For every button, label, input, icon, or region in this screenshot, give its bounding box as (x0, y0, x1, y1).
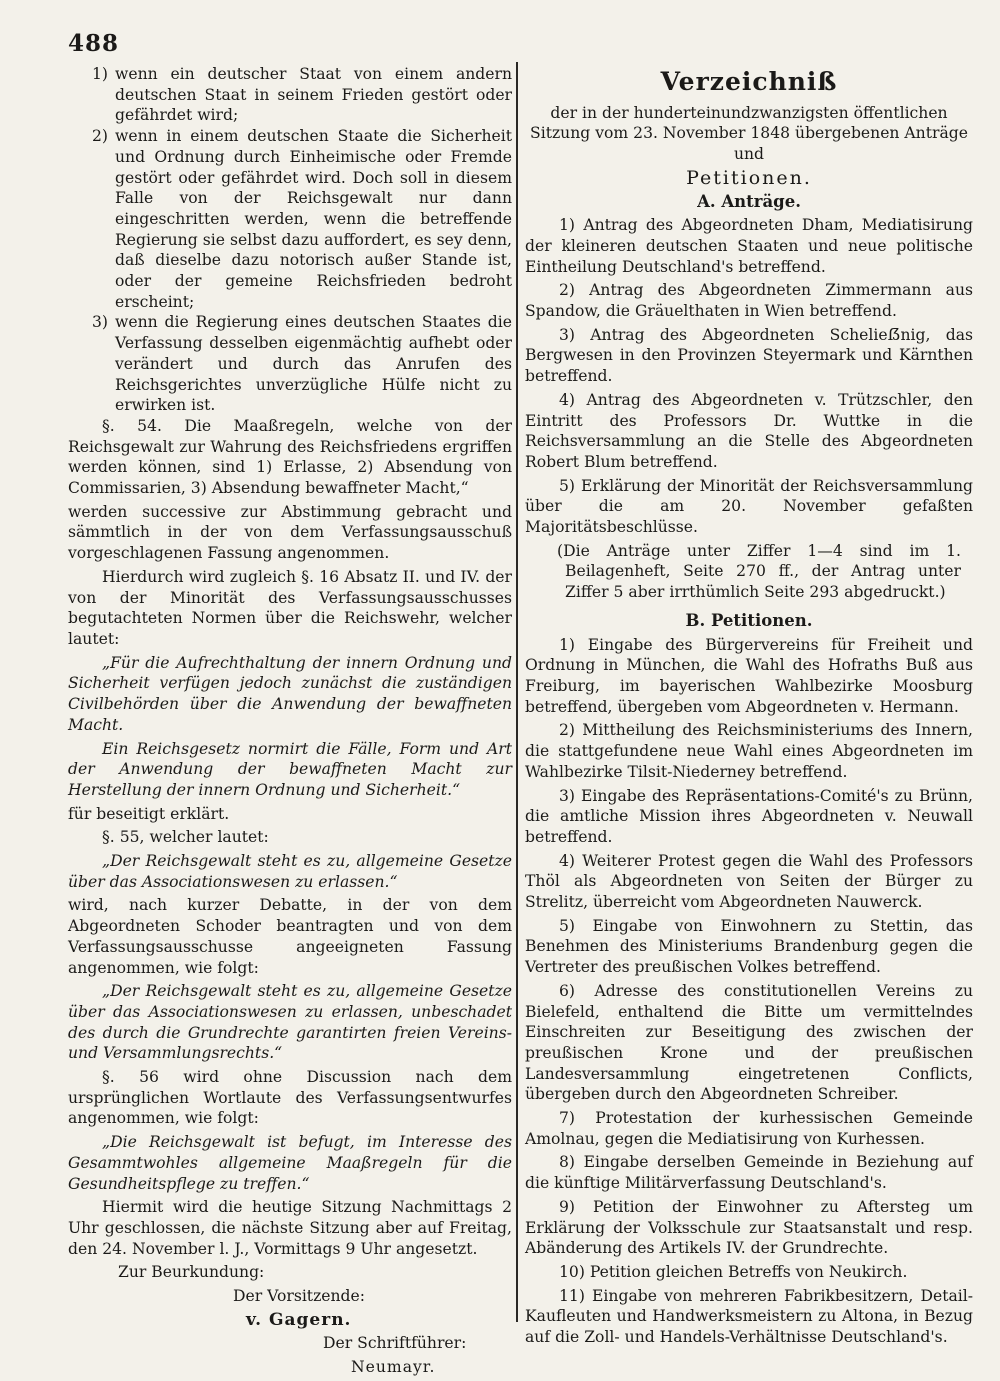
paragraph-beseitigt: für beseitigt erklärt. (68, 804, 230, 823)
list-item: 11) Eingabe von mehreren Fabrikbesitzern, Detail-Kaufleuten und Handwerksmeistern zu Altona, in Bezug auf die Zoll- und Handels-Verhältnisse Deutschland's. (525, 1286, 973, 1347)
quote-s55-adopted: „Der Reichsgewalt steht es zu, allgemeine Gesetze über das Associationswesen zu erlassen, unbeschadet des durch die Grundrechte garantirten freien Vereins- und Versammlungsrechts.“ (68, 982, 512, 1063)
list-item: 5) Erklärung der Minorität der Reichsversammlung über die am 20. November gefaßten Majoritätsbeschlüsse. (525, 476, 973, 537)
item-text: wenn in einem deutschen Staate die Sicherheit und Ordnung durch Einheimische oder Fremde gestört oder gefährdet wird. Doch soll in diesem Falle von der Reichsgewalt nur dann eingeschritten werden, wenn die betreffende Regierung sie selbst dazu auffordert, es sey denn, daß dieselbe dazu notorisch außer Stande ist, oder der gemeine Reichsfrieden bedroht erscheint; (115, 127, 512, 311)
right-column (525, 64, 973, 1351)
item-text: wenn ein deutscher Staat von einem andern deutschen Staat in seinem Frieden gestört oder gefährdet wird; (115, 65, 512, 125)
item-number: 1) (91, 65, 108, 83)
list-item: 6) Adresse des constitutionellen Vereins zu Bielefeld, enthaltend die Bitte um vermittelndes Einschreiten zur Beseitigung des zwischen der preußischen Krone und der preußischen Landesversammlung eingetretenen Conflicts, übergeben durch den Abgeordneten Schreiber. (525, 981, 973, 1104)
section-heading-petitionen: B. Petitionen. (685, 610, 813, 630)
list-item: 2) Mittheilung des Reichsministeriums des Innern, die stattgefundene neue Wahl eines Abgeordneten im Wahlbezirke Tilsit-Niederney betreffend. (525, 721, 973, 781)
list-item: 10) Petition gleichen Betreffs von Neukirch. (559, 1262, 908, 1281)
list-item: 3) Eingabe des Repräsentations-Comité's zu Brünn, die amtliche Mission ihres Abgeordneten v. Neuwall betreffend. (525, 786, 973, 846)
quote-reichsgesetz: Ein Reichsgesetz normirt die Fälle, Form und Art der Anwendung der bewaffneten Macht zur Herstellung der innern Ordnung und Sicherheit.“ (68, 739, 512, 799)
paragraph-debatte: wird, nach kurzer Debatte, in der von dem Abgeordneten Schoder beantragten und von dem Verfassungsausschusse angeeigneten Fassung angenommen, wie folgt: (68, 896, 512, 977)
signature-vorsitzende-name: v. Gagern. (246, 1309, 352, 1330)
left-column (68, 64, 512, 1381)
paragraph-hierdurch: Hierdurch wird zugleich §. 16 Absatz II. und IV. der von der Minorität des Verfassungsausschusses begutachteten Normen über die Reichswehr, welcher lautet: (68, 567, 512, 648)
list-item: 4) Weiterer Protest gegen die Wahl des Professors Thöl als Abgeordneten von Seiten der Bürger zu Strelitz, überreicht vom Abgeordneten Nauwerck. (525, 851, 973, 912)
list-item (68, 64, 512, 126)
list-item: 1) Eingabe des Bürgervereins für Freiheit und Ordnung in München, die Wahl des Hofraths Buß aus Freiburg, im bayerischen Wahlbezirke Moosburg betreffend, übergeben vom Abgeordneten v. Hermann. (525, 635, 973, 716)
list-item: 7) Protestation der kurhessischen Gemeinde Amolnau, gegen die Mediatisirung von Kurhessen. (525, 1109, 973, 1148)
page-title: Verzeichniß (660, 67, 838, 96)
paragraph-s55: §. 55, welcher lautet: (102, 828, 269, 847)
subtitle: der in der hunderteinundzwanzigsten öffentlichen Sitzung vom 23. November 1848 übergebenen Anträge und (530, 103, 968, 164)
page-number: 488 (68, 30, 120, 57)
paragraph-s54: §. 54. Die Maaßregeln, welche von der Reichsgewalt zur Wahrung des Reichsfriedens ergriffen werden können, sind 1) Erlasse, 2) Absendung von Commissarien, 3) Absendung bewaffneter Macht,“ (68, 416, 512, 498)
list-item: 4) Antrag des Abgeordneten v. Trützschler, den Eintritt des Professors Dr. Wuttke in die Reichsversammlung an die Stelle des Abgeordneten Robert Blum betreffend. (525, 390, 973, 471)
paragraph-vote: werden successive zur Abstimmung gebracht und sämmtlich in der von dem Verfassungsausschuß vorgeschlagenen Fassung angenommen. (68, 502, 512, 563)
signature-schriftfuehrer-name: Neumayr. (351, 1358, 436, 1377)
list-item: 3) Antrag des Abgeordneten Schelieẞnig, das Bergwesen in den Provinzen Steyermark und Kärnthen betreffend. (525, 325, 973, 386)
list-item: 1) Antrag des Abgeordneten Dham, Mediatisirung der kleineren deutschen Staaten und neue politische Eintheilung Deutschland's betreffend. (525, 216, 973, 276)
list-item: 9) Petition der Einwohner zu Aftersteg um Erklärung der Volksschule zur Staatsanstalt und resp. Abänderung des Artikels IV. der Grundrechte. (525, 1197, 973, 1258)
list-item: 8) Eingabe derselben Gemeinde in Beziehung auf die künftige Militärverfassung Deutschland's. (525, 1153, 973, 1193)
section-heading-antraege: A. Anträge. (697, 191, 801, 211)
item-number: 3) (91, 313, 108, 332)
list-item: 2) Antrag des Abgeordneten Zimmermann aus Spandow, die Gräuelthaten in Wien betreffend. (525, 281, 973, 321)
list-item (68, 312, 512, 416)
paragraph-closing: Hiermit wird die heutige Sitzung Nachmittags 2 Uhr geschlossen, die nächste Sitzung aber auf Freitag, den 24. November l. J., Vormittags 9 Uhr angesetzt. (68, 1198, 512, 1258)
quote-aufrechthaltung: „Für die Aufrechthaltung der innern Ordnung und Sicherheit verfügen jedoch zunächst die zuständigen Civilbehörden über die Anwendung der bewaffneten Macht. (68, 653, 512, 734)
column-divider (516, 62, 518, 1322)
signature-vorsitzende-label: Der Vorsitzende: (233, 1287, 366, 1306)
item-text: wenn die Regierung eines deutschen Staates die Verfassung desselben eigenmächtig aufhebt oder verändert und durch das Anrufen des Reichsgerichtes unverzügliche Hülfe nicht zu erwirken ist. (115, 313, 512, 415)
item-number: 2) (91, 127, 108, 146)
note: (Die Anträge unter Ziffer 1—4 sind im 1. Beilagenheft, Seite 270 ff., der Antrag unter Ziffer 5 aber irrthümlich Seite 293 abgedruckt.) (557, 541, 961, 602)
quote-s55-original: „Der Reichsgewalt steht es zu, allgemeine Gesetze über das Associationswesen zu erlassen.“ (68, 852, 512, 891)
subtitle-petitionen: Petitionen. (686, 166, 812, 189)
paragraph-s56: §. 56 wird ohne Discussion nach dem ursprünglichen Wortlaute des Verfassungsentwurfes angenommen, wie folgt: (68, 1068, 512, 1128)
list-item (68, 126, 512, 312)
signature-beurkundung: Zur Beurkundung: (118, 1263, 265, 1282)
signature-schriftfuehrer-label: Der Schriftführer: (323, 1334, 467, 1353)
list-item: 5) Eingabe von Einwohnern zu Stettin, das Benehmen des Ministeriums Brandenburg gegen die Vertreter des preußischen Volkes betreffend. (525, 916, 973, 977)
quote-s56: „Die Reichsgewalt ist befugt, im Interesse des Gesammtwohles allgemeine Maaßregeln für die Gesundheitspflege zu treffen.“ (68, 1133, 512, 1193)
